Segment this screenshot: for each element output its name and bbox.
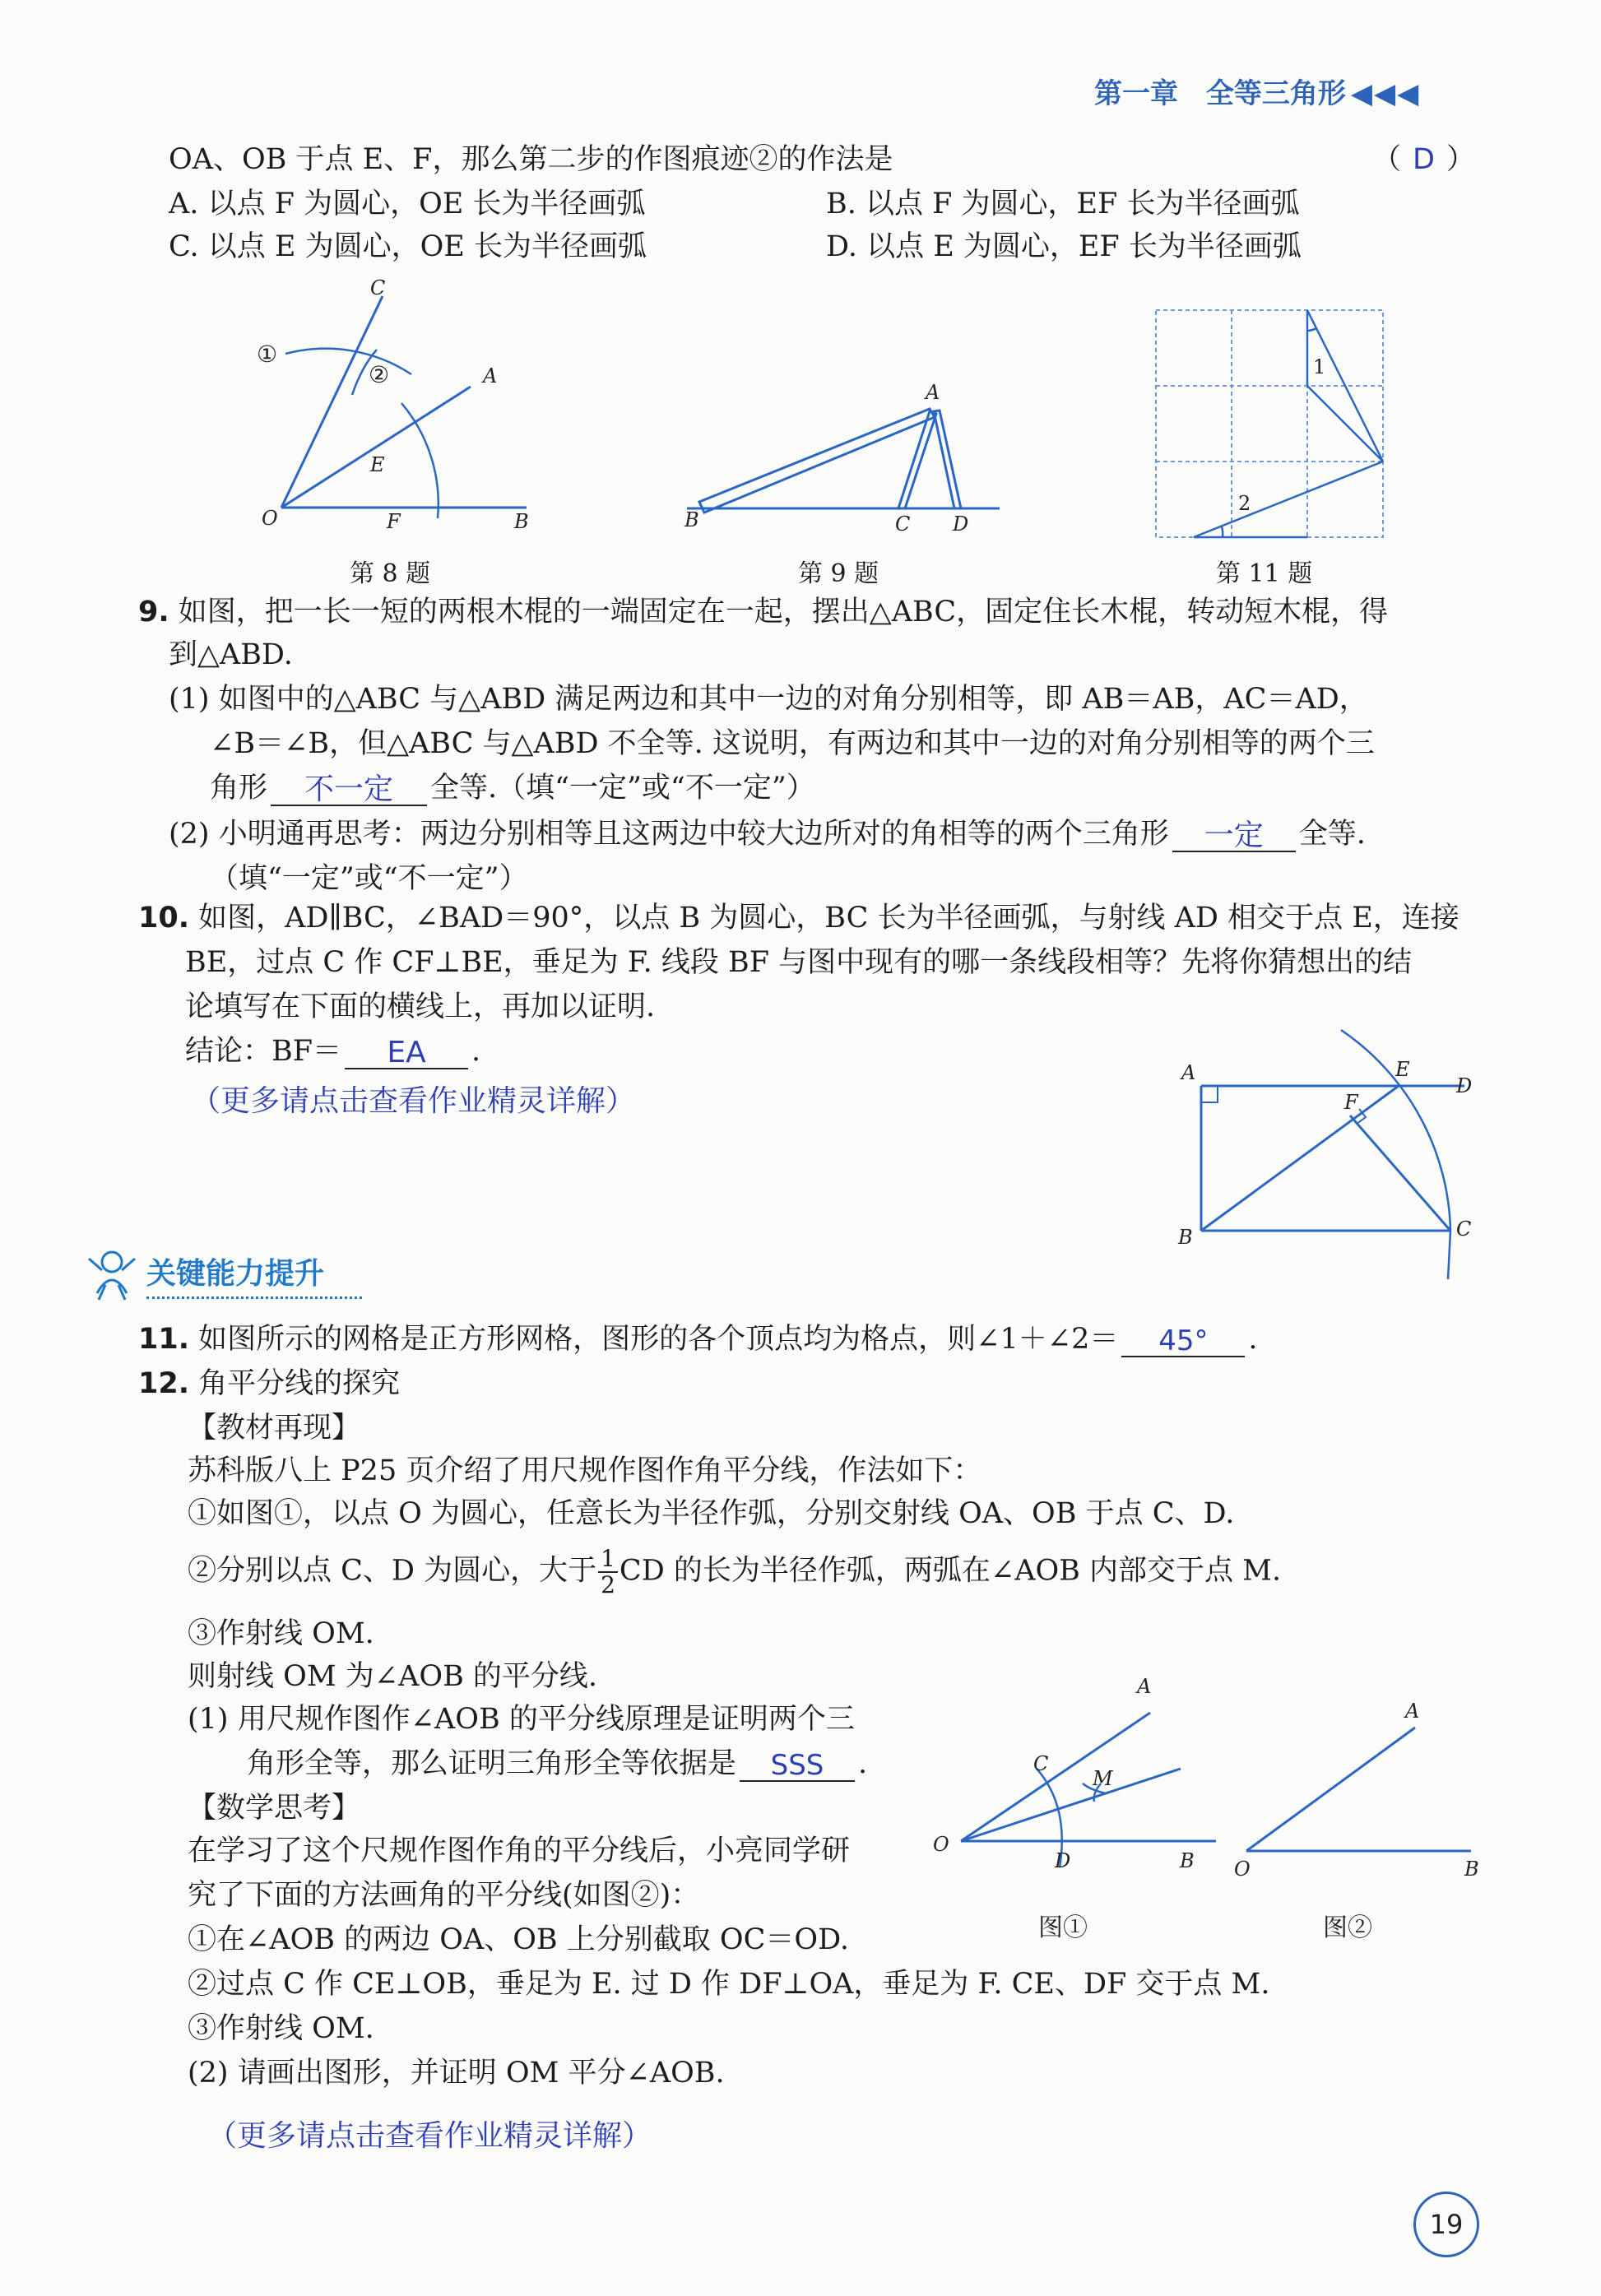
fig12b-label-a: A [1405,1700,1420,1723]
figure-9 [675,374,1020,539]
q9-p1-line1: (1) 如图中的△ABC 与△ABD 满足两边和其中一边的对角分别相等，即 AB＝AB，AC＝AD， [169,683,1368,716]
fig8-mark-2: ② [369,361,390,388]
q11-text: 如图所示的网格是正方形网格，图形的各个顶点均为格点，则∠1＋∠2＝ [198,1323,1119,1356]
q12-p2: (2) 请画出图形，并证明 OM 平分∠AOB. [188,2057,725,2090]
q10-line1 [138,900,1459,936]
q9-p1-line3-post: 全等.（填“一定”或“不一定”） [430,772,815,805]
q8-answer-paren [1372,141,1475,178]
fig12a-caption: 图① [1038,1913,1088,1942]
q10-conclusion-pre: 结论：BF＝ [185,1035,342,1068]
fig8-label-f: F [387,510,401,533]
chapter-title: 全等三角形 [1205,77,1346,110]
figure-12-2 [1226,1686,1497,1900]
q9-p2-answer: 一定 [1172,818,1296,852]
q12-heading-textbook: 【教材再现】 [188,1412,361,1445]
q9-line1-text: 如图，把一长一短的两根木棍的一端固定在一起，摆出△ABC，固定住长木棍，转动短木棍，得 [178,596,1389,629]
fig12a-label-c: C [1033,1752,1049,1775]
q10-line1-text: 如图，AD∥BC，∠BAD＝90°，以点 B 为圆心，BC 长为半径画弧，与射线 AD 相交于点 E，连接 [198,902,1459,935]
q8-paren-open: （ [1372,143,1402,176]
q12-frac-num: 1 [598,1547,618,1573]
q9-number: 9. [138,596,169,629]
section-underline [146,1296,362,1299]
q9-line2: 到△ABD. [169,638,293,671]
q12-method3: ③作射线 OM. [188,2012,374,2045]
q12-step3: ③作射线 OM. [188,1617,374,1650]
fig11-label-1: 1 [1313,355,1326,378]
fig12b-caption: 图② [1323,1913,1372,1942]
q9-p1-line2: ∠B＝∠B，但△ABC 与△ABD 不全等. 这说明，有两边和其中一边的对角分别相等的两个三 [210,727,1375,760]
fig8-mark-1: ① [257,341,278,368]
q8-stem-text: OA、OB 于点 E、F，那么第二步的作图痕迹②的作法是 [169,143,893,176]
q12-think2: 究了下面的方法画角的平分线(如图②)： [188,1879,700,1912]
fig8-label-a: A [483,364,498,387]
q9-p2-line1 [169,816,1366,852]
q10-conclusion [185,1033,480,1069]
figure-12-1 [921,1662,1226,1917]
fig8-label-e: E [370,453,385,476]
q9-p2-line1-post: 全等. [1298,818,1366,851]
q11-answer: 45° [1121,1323,1245,1357]
q12-method2: ②过点 C 作 CE⊥OB，垂足为 E. 过 D 作 DF⊥OA，垂足为 F. CE、DF 交于点 M. [188,1968,1270,2001]
section-mascot-icon [81,1242,142,1304]
fig12a-label-a: A [1137,1675,1152,1698]
q9-p1-answer: 不一定 [271,772,427,806]
q8-option-b: B. 以点 F 为圆心，EF 长为半径画弧 [826,188,1300,220]
q11-number: 11. [138,1323,190,1356]
q12-step2-post: CD 的长为半径作弧，两弧在∠AOB 内部交于点 M. [619,1554,1282,1588]
q8-option-d: D. 以点 E 为圆心，EF 长为半径画弧 [826,230,1302,263]
figure-8 [247,271,551,543]
page-number: 19 [1413,2192,1479,2257]
q10-line3: 论填写在下面的横线上，再加以证明. [185,990,656,1023]
fig9-label-b: B [684,508,699,531]
q8-answer: D [1413,143,1435,176]
fig10-label-c: C [1456,1218,1472,1241]
q12-step2 [188,1547,1281,1598]
q8-stem [169,141,893,178]
fig9-label-d: D [953,513,969,536]
fig12a-label-b: B [1180,1849,1195,1872]
q12-frac-den: 2 [601,1571,615,1598]
section-title: 关键能力提升 [146,1257,325,1291]
q12-title: 角平分线的探究 [198,1367,401,1400]
q12-p1-line2 [247,1746,867,1782]
q12-intro: 苏科版八上 P25 页介绍了用尺规作图作角平分线，作法如下： [188,1454,982,1487]
q9-p1-line3-pre: 角形 [210,772,268,805]
fig12b-label-b: B [1464,1858,1479,1881]
q12-more-link[interactable]: （更多请点击查看作业精灵详解） [207,2119,652,2153]
q8-paren-close: ） [1446,143,1475,176]
fig12a-label-d: D [1055,1849,1071,1872]
chapter-number: 第一章 [1094,77,1178,110]
q12-think1: 在学习了这个尺规作图作角的平分线后，小亮同学研 [188,1834,851,1867]
q11-line [138,1321,1258,1357]
q8-option-c: C. 以点 E 为圆心，OE 长为半径画弧 [169,230,647,263]
chapter-header [1094,71,1420,111]
q9-line1 [138,594,1388,630]
q12-p1-line1: (1) 用尺规作图作∠AOB 的平分线原理是证明两个三 [188,1703,855,1736]
header-arrows-icon: ◀◀◀ [1350,77,1421,110]
q8-option-a: A. 以点 F 为圆心，OE 长为半径画弧 [169,188,646,220]
fig12b-label-o: O [1234,1858,1251,1881]
q9-p1-line3 [210,770,815,806]
fig10-label-f: F [1344,1091,1358,1114]
fig8-label-b: B [514,510,529,533]
fig10-label-a: A [1181,1061,1196,1084]
q12-fraction [598,1547,618,1598]
q12-p1-line2-pre: 角形全等，那么证明三角形全等依据是 [247,1747,737,1780]
q10-more-link[interactable]: （更多请点击查看作业精灵详解） [191,1084,636,1118]
q10-number: 10. [138,902,190,935]
fig10-label-b: B [1178,1226,1193,1249]
fig8-label-c: C [370,276,386,299]
q10-line2: BE，过点 C 作 CF⊥BE，垂足为 F. 线段 BF 与图中现有的哪一条线段相等？先将你猜想出的结 [185,946,1413,979]
q10-conclusion-post: . [471,1035,481,1068]
figure-11 [1152,306,1390,545]
fig10-label-d: D [1456,1074,1473,1097]
fig9-label-a: A [926,381,940,404]
q12-step2-pre: ②分别以点 C、D 为圆心，大于 [188,1554,597,1588]
fig12a-label-o: O [933,1833,949,1856]
fig9-caption: 第 9 题 [798,559,879,588]
q12-title-line [138,1366,400,1402]
fig8-label-o: O [262,507,278,530]
q10-answer: EA [345,1035,468,1069]
figure-10 [1168,1020,1497,1292]
q12-step1: ①如图①，以点 O 为圆心，任意长为半径作弧，分别交射线 OA、OB 于点 C、D. [188,1497,1235,1530]
q12-number: 12. [138,1367,190,1400]
q12-heading-think: 【数学思考】 [188,1792,361,1825]
q9-p2-line2: （填“一定”或“不一定”） [210,862,528,895]
fig8-caption: 第 8 题 [350,559,431,588]
q12-p1-line2-post: . [858,1747,868,1780]
q12-method1: ①在∠AOB 的两边 OA、OB 上分别截取 OC＝OD. [188,1923,850,1956]
q11-text-post: . [1248,1323,1258,1356]
q9-p2-line1-pre: (2) 小明通再思考：两边分别相等且这两边中较大边所对的角相等的两个三角形 [169,818,1169,851]
fig11-label-2: 2 [1238,492,1251,515]
fig12a-label-m: M [1093,1767,1113,1790]
q12-conclude: 则射线 OM 为∠AOB 的平分线. [188,1660,598,1693]
fig9-label-c: C [895,513,911,536]
fig11-caption: 第 11 题 [1216,559,1313,588]
fig10-label-e: E [1395,1058,1410,1081]
q12-p1-answer: SSS [740,1747,855,1782]
